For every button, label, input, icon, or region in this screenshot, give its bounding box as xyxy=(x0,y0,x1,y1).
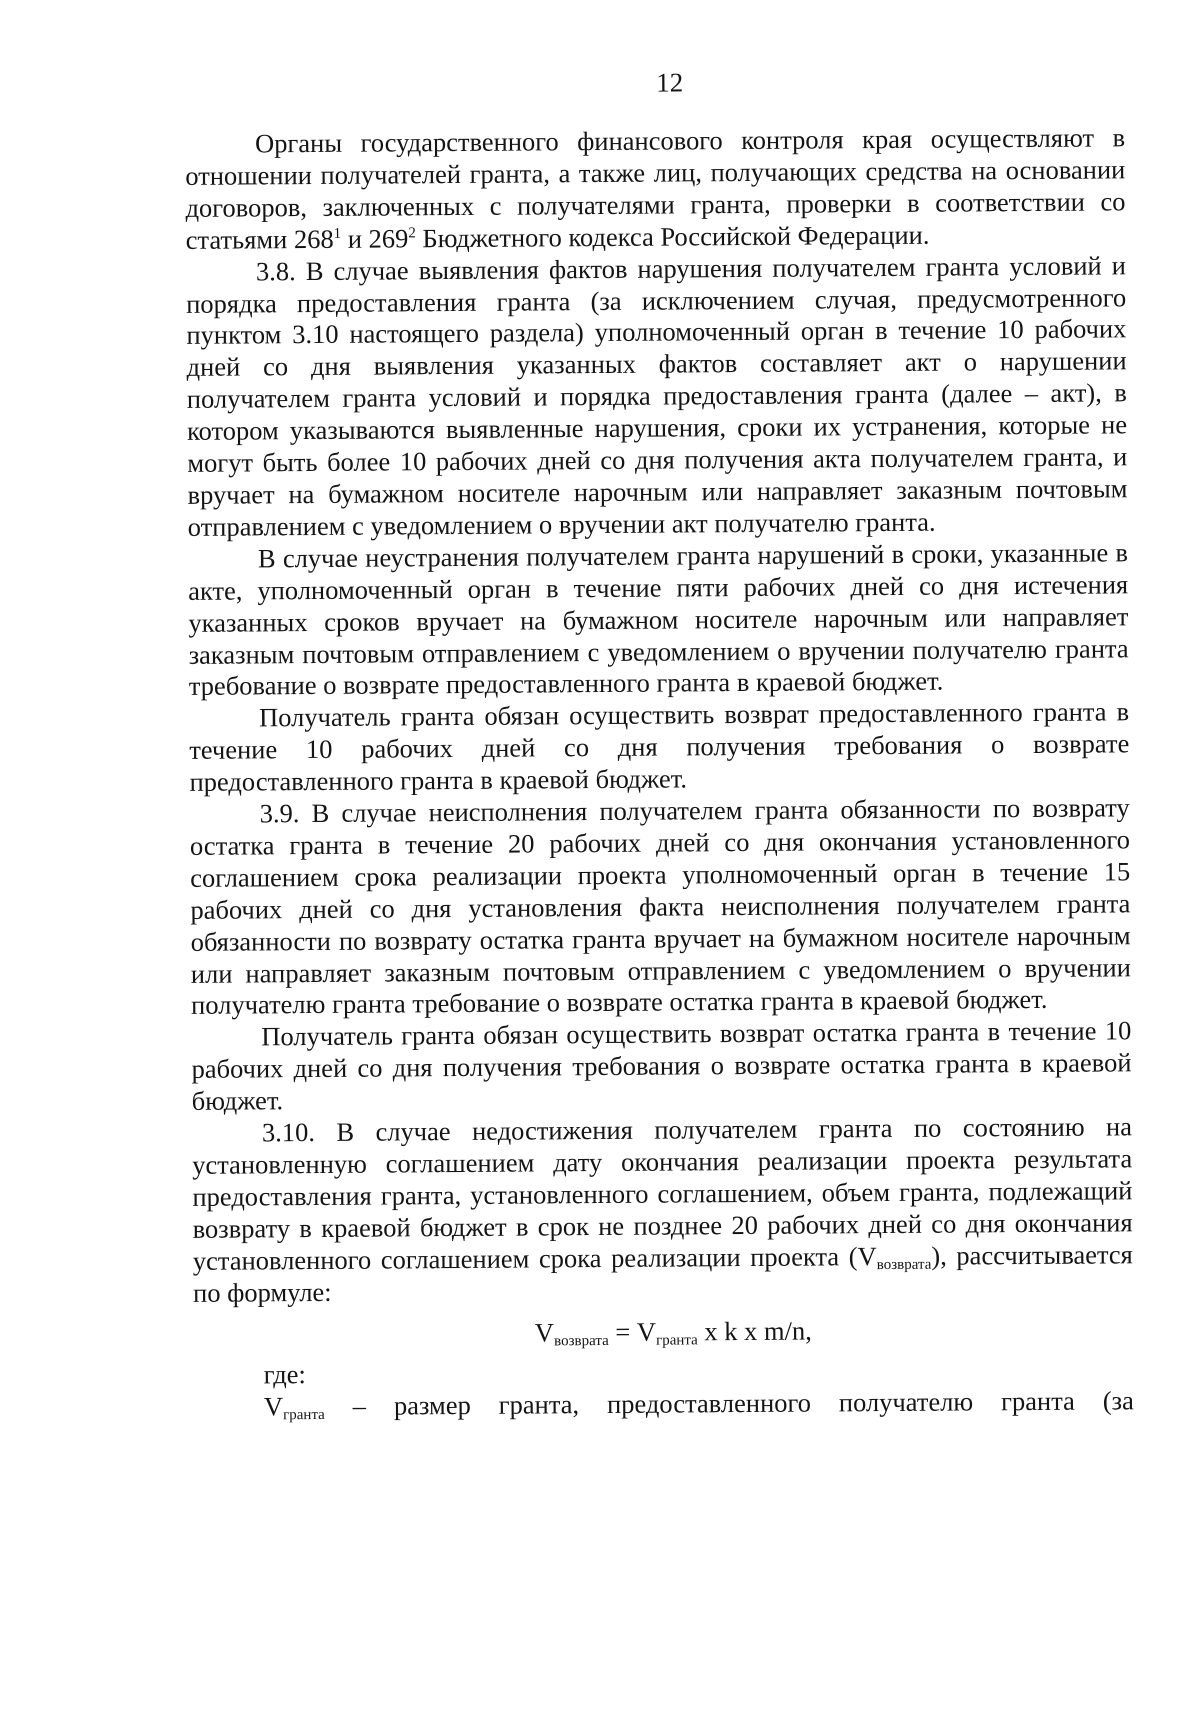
definition-subscript: гранта xyxy=(283,1407,325,1424)
formula-subscript: возврата xyxy=(554,1332,609,1349)
paragraph-return-obligation: Получатель гранта обязан осуществить возврат предоставленного гранта в течение 10 рабочих дней со дня получения требования о возврате предоставленного гранта в краевой бюджет. xyxy=(189,696,1130,797)
where-label: где: xyxy=(263,1359,306,1390)
paragraph-non-elimination: В случае неустранения получателем гранта нарушений в сроки, указанные в акте, уполномоченный орган в течение пяти рабочих дней со дня истечения указанных сроков вручает на бумажном носителе нарочным или направляет заказным почтовым отправлением с уведомлением о вручении получателю гранта требование о возврате предоставленного гранта в краевой бюджет. xyxy=(188,537,1129,702)
definition-symbol: V xyxy=(263,1391,284,1422)
superscript: 1 xyxy=(333,225,342,242)
paragraph-text: Бюджетного кодекса Российской Федерации. xyxy=(415,219,930,253)
paragraph-financial-control xyxy=(185,122,1126,256)
definition-text: – размер гранта, предоставленного получателю гранта (за xyxy=(324,1385,1134,1422)
paragraph-remainder-return: Получатель гранта обязан осуществить возврат остатка гранта в течение 10 рабочих дней со дня получения требования о возврате остатка гранта в краевой бюджет. xyxy=(191,1015,1132,1117)
paragraph-text: ), рассчитывается по формуле: xyxy=(192,1239,1133,1308)
paragraph-3-10 xyxy=(192,1111,1133,1309)
subscript: возврата xyxy=(876,1256,932,1273)
formula-rest: x k x m/n, xyxy=(697,1315,812,1346)
page-number: 12 xyxy=(656,67,684,98)
paragraph-text: и 269 xyxy=(341,223,409,254)
paragraph-3-8: 3.8. В случае выявления фактов нарушения получателем гранта условий и порядка предоставления гранта (за исключением случая, предусмотренного пунктом 3.10 настоящего раздела) уполномоченный орган в течение 10 рабочих дней со дня выявления указанных фактов составляет акт о нарушении получателем гранта условий и порядка предоставления гранта (далее – акт), в котором указываются выявленные нарушения, сроки их устранения, которые не могут быть более 10 рабочих дней со дня получения акта получателем гранта, и вручает на бумажном носителе нарочным или направляет заказным почтовым отправлением с уведомлением о вручении акт получателю гранта. xyxy=(186,249,1128,542)
formula-symbol: = V xyxy=(608,1316,657,1347)
formula-subscript: гранта xyxy=(656,1331,698,1349)
formula-symbol: V xyxy=(534,1316,555,1347)
paragraph-text: 3.10. В случае недостижения получателем гранта по состоянию на установленную соглашением дату окончания реализации проекта результата предоставления гранта, установленного соглашением, объем гранта, подлежащий возврату в краевой бюджет в срок не позднее 20 рабочих дней со дня окончания установленного соглашением срока реализации проекта (V xyxy=(192,1111,1133,1276)
superscript: 2 xyxy=(408,224,416,242)
definition-v-granta xyxy=(194,1386,1134,1424)
paragraph-3-9: 3.9. В случае неисполнения получателем гранта обязанности по возврату остатка гранта в течение 20 рабочих дней со дня окончания установленного соглашением срока реализации проекта уполномоченный орган в течение 15 рабочих дней со дня установления факта неисполнения получателем гранта обязанности по возврату остатка гранта вручает на бумажном носителе нарочным или направляет заказным почтовым отправлением с уведомлением о вручении получателю гранта требование о возврате остатка гранта в краевой бюджет. xyxy=(189,792,1131,1021)
formula xyxy=(193,1313,1133,1351)
paragraph-text: Органы государственного финансового контроля края осуществляют в отношении получателей гранта, а также лиц, получающих средства на основании договоров, заключенных с получателями гранта, проверки в соответствии со статьями 268 xyxy=(185,122,1126,255)
